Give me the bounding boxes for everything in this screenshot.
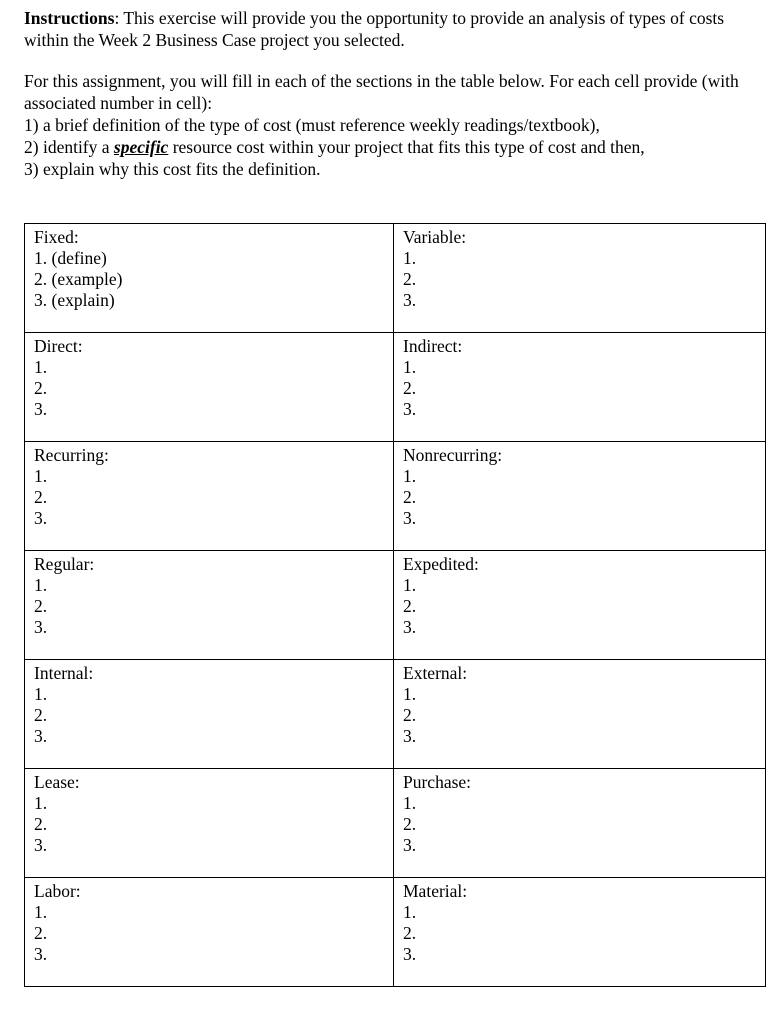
step-2-rest: resource cost within your project that fits this type of cost and then, (168, 137, 645, 157)
cost-item-1: 1. (define) (34, 248, 107, 268)
cost-item-3: 3. (34, 617, 48, 637)
cost-item-3: 3. (403, 835, 417, 855)
instructions-block (24, 7, 764, 180)
table-row (25, 660, 766, 769)
cost-type-label: Recurring: (34, 445, 109, 465)
cost-item-1: 1. (34, 357, 48, 377)
cost-item-2: 2. (403, 487, 417, 507)
step-2-emphasis: specific (113, 137, 169, 157)
instructions-lead: Instructions (24, 8, 115, 28)
cost-type-label: Material: (403, 881, 468, 901)
cost-item-1: 1. (34, 902, 48, 922)
cost-cell-left[interactable] (25, 660, 394, 769)
cost-item-3: 3. (403, 508, 417, 528)
cost-item-2: 2. (34, 487, 48, 507)
step-3: 3) explain why this cost fits the definition. (24, 159, 321, 179)
cost-item-1: 1. (34, 684, 48, 704)
instructions-intro (24, 7, 764, 51)
cost-item-2: 2. (34, 923, 48, 943)
cost-item-3: 3. (34, 508, 48, 528)
cost-item-2: 2. (example) (34, 269, 123, 289)
cost-cell-right[interactable] (394, 660, 766, 769)
cost-item-2: 2. (403, 814, 417, 834)
cost-item-1: 1. (403, 248, 417, 268)
cost-cell-right[interactable] (394, 224, 766, 333)
cost-item-1: 1. (403, 793, 417, 813)
table-row (25, 551, 766, 660)
cost-item-1: 1. (403, 466, 417, 486)
cost-item-1: 1. (34, 575, 48, 595)
cost-item-2: 2. (34, 378, 48, 398)
table-row (25, 442, 766, 551)
cost-type-label: Indirect: (403, 336, 463, 356)
step-1: 1) a brief definition of the type of cost (must reference weekly readings/textbook), (24, 115, 600, 135)
cost-type-label: Internal: (34, 663, 94, 683)
cost-type-label: Fixed: (34, 227, 79, 247)
cost-cell-left[interactable] (25, 769, 394, 878)
step-2 (24, 136, 764, 158)
cost-type-label: External: (403, 663, 468, 683)
cost-cell-right[interactable] (394, 442, 766, 551)
cost-cell-right[interactable] (394, 551, 766, 660)
cost-item-2: 2. (34, 596, 48, 616)
cost-table-body (25, 224, 766, 987)
cost-item-3: 3. (403, 726, 417, 746)
cost-cell-right[interactable] (394, 333, 766, 442)
cost-type-label: Purchase: (403, 772, 472, 792)
cost-item-1: 1. (403, 684, 417, 704)
cost-item-3: 3. (explain) (34, 290, 115, 310)
cost-type-label: Variable: (403, 227, 467, 247)
cost-item-3: 3. (403, 617, 417, 637)
cost-item-2: 2. (34, 705, 48, 725)
cost-item-2: 2. (403, 923, 417, 943)
cost-item-1: 1. (403, 575, 417, 595)
cost-type-label: Lease: (34, 772, 80, 792)
cost-item-3: 3. (403, 290, 417, 310)
cost-type-label: Direct: (34, 336, 83, 356)
cost-item-2: 2. (403, 269, 417, 289)
step-2-start: 2) identify a (24, 137, 114, 157)
cost-type-label: Regular: (34, 554, 95, 574)
cost-item-3: 3. (34, 726, 48, 746)
table-row (25, 878, 766, 987)
cost-item-1: 1. (403, 902, 417, 922)
cost-item-1: 1. (34, 793, 48, 813)
cost-type-label: Labor: (34, 881, 81, 901)
cost-item-3: 3. (34, 835, 48, 855)
cost-item-3: 3. (403, 399, 417, 419)
assignment-text: For this assignment, you will fill in each of the sections in the table below. For each cell provide (with associated number in cell): (24, 71, 739, 113)
cost-item-2: 2. (34, 814, 48, 834)
cost-item-3: 3. (34, 944, 48, 964)
cost-item-3: 3. (34, 399, 48, 419)
cost-item-1: 1. (34, 466, 48, 486)
cost-item-2: 2. (403, 596, 417, 616)
cost-cell-left[interactable] (25, 551, 394, 660)
cost-item-2: 2. (403, 705, 417, 725)
cost-cell-left[interactable] (25, 878, 394, 987)
table-row (25, 769, 766, 878)
cost-item-2: 2. (403, 378, 417, 398)
cost-item-3: 3. (403, 944, 417, 964)
cost-item-1: 1. (403, 357, 417, 377)
table-row (25, 333, 766, 442)
instructions-intro-text: : This exercise will provide you the opportunity to provide an analysis of types of costs within the Week 2 Business Case project you selected. (24, 8, 725, 50)
cost-type-label: Nonrecurring: (403, 445, 503, 465)
cost-cell-right[interactable] (394, 878, 766, 987)
table-row (25, 224, 766, 333)
cost-cell-left[interactable] (25, 333, 394, 442)
cost-cell-left[interactable] (25, 224, 394, 333)
cost-type-label: Expedited: (403, 554, 479, 574)
cost-cell-left[interactable] (25, 442, 394, 551)
cost-cell-right[interactable] (394, 769, 766, 878)
cost-types-table (24, 223, 766, 987)
